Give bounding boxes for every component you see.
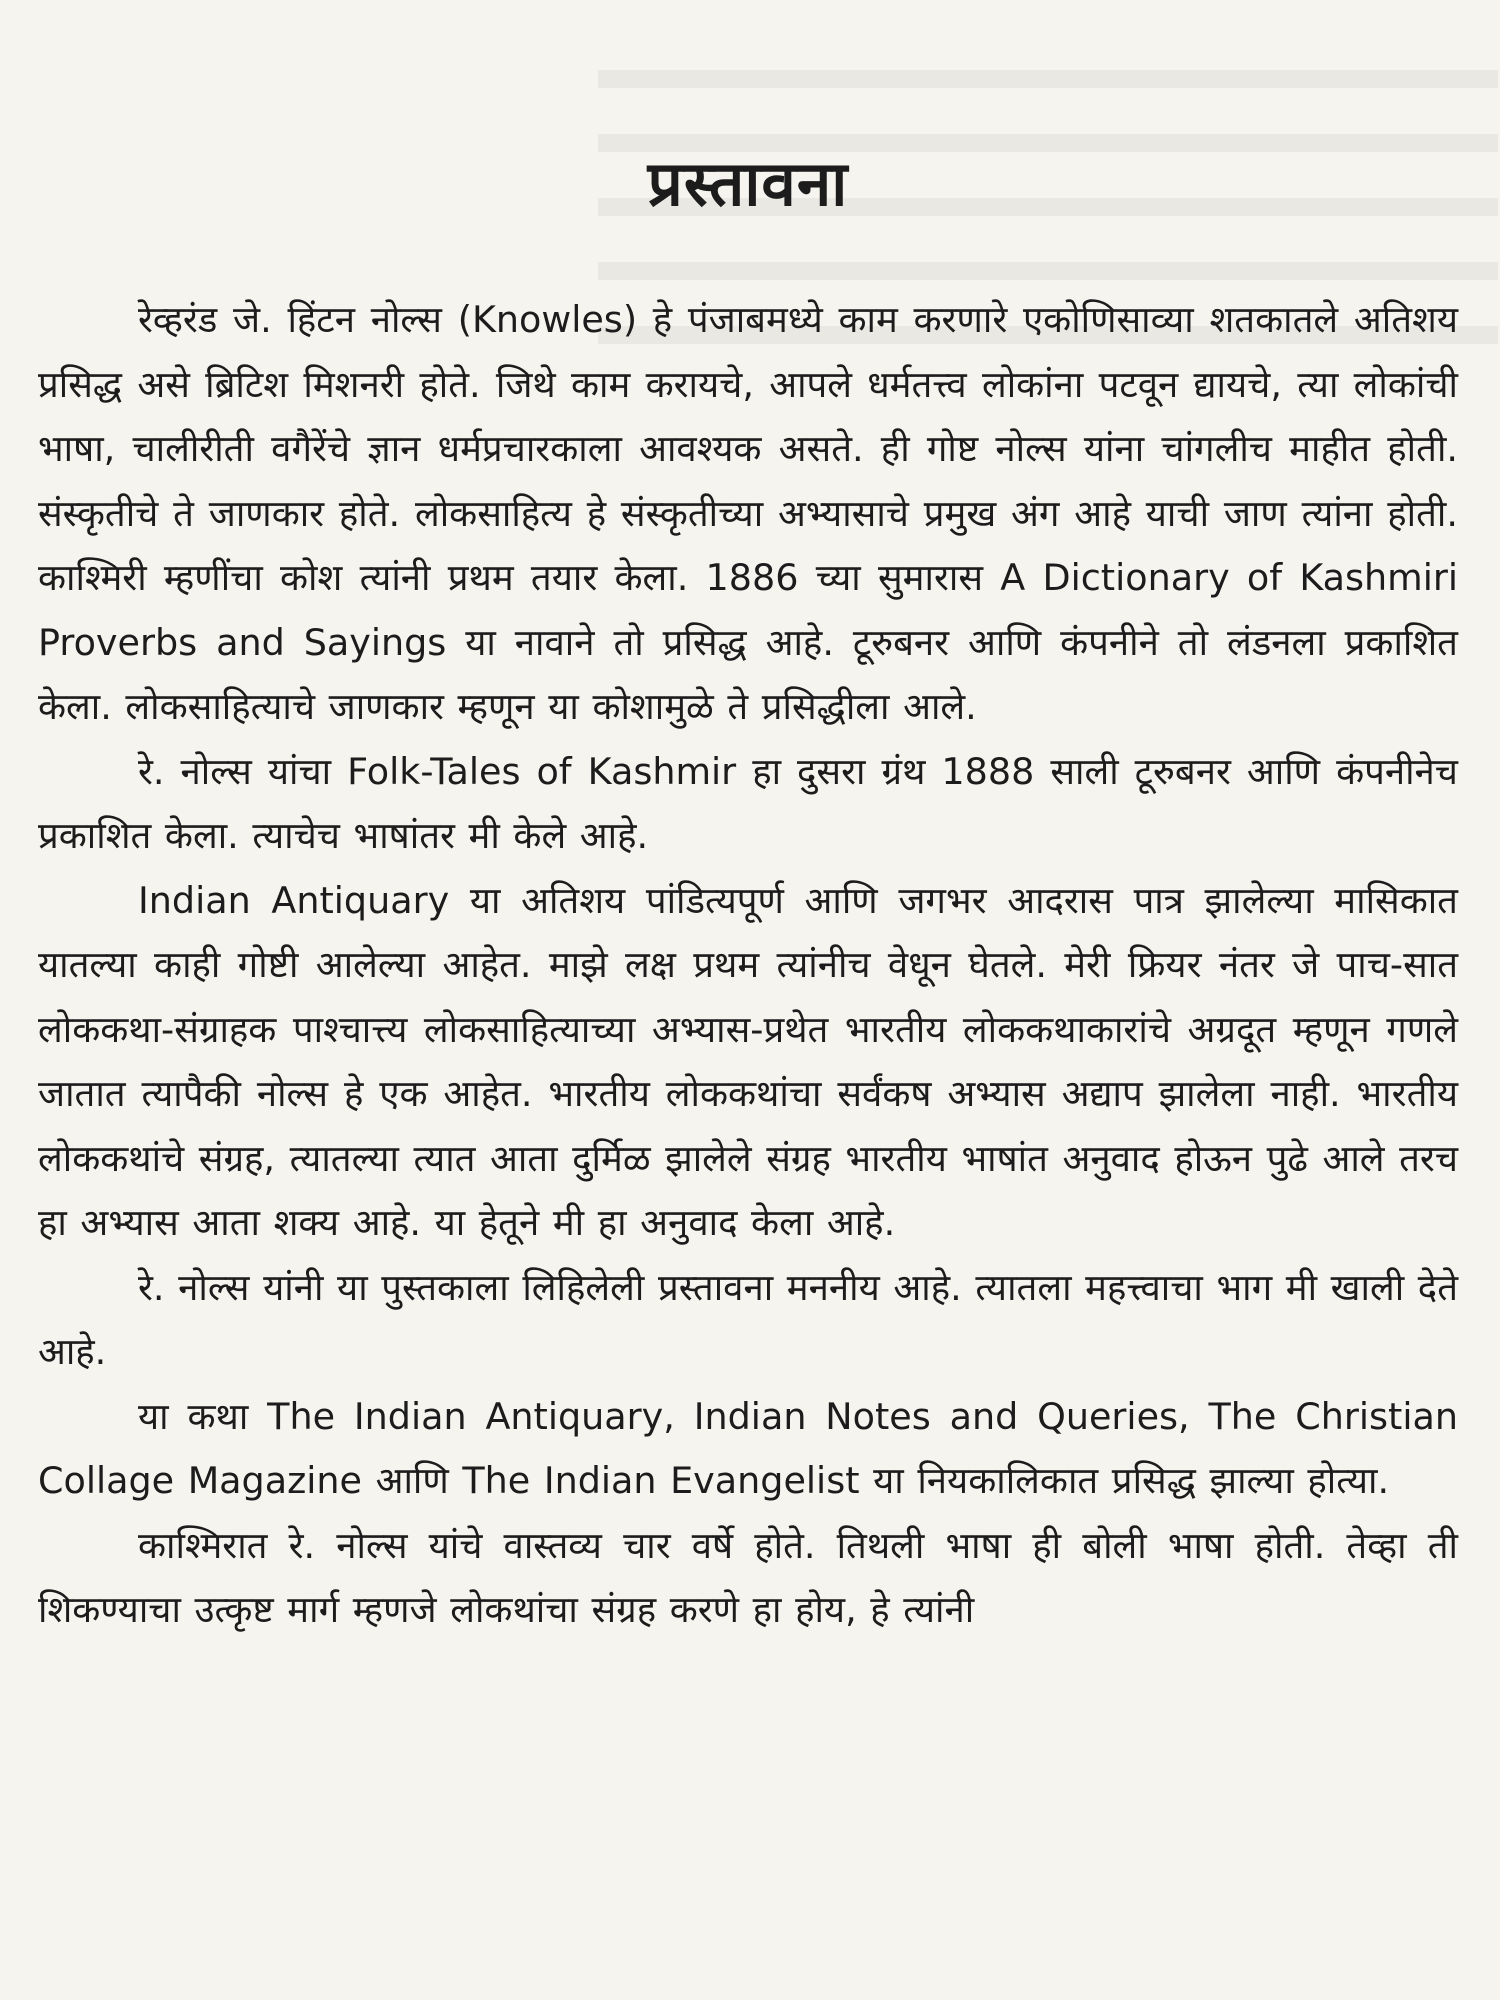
- book-page: [38, 0, 1458, 2000]
- page-title: प्रस्तावना: [647, 147, 849, 220]
- paragraph-4: रे. नोल्स यांनी या पुस्तकाला लिहिलेली प्रस्तावना मननीय आहे. त्यातला महत्त्वाचा भाग मी खाली देते आहे.: [38, 1265, 1458, 1373]
- paragraph-6: काश्मिरात रे. नोल्स यांचे वास्तव्य चार वर्षे होते. तिथली भाषा ही बोली भाषा होती. तेव्हा ती शिकण्याचा उत्कृष्ट मार्ग म्हणजे लोकथांचा संग्रह करणे हा होय, हे त्यांनी: [38, 1523, 1458, 1631]
- paragraph-5: या कथा The Indian Antiquary, Indian Notes and Queries, The Christian Collage Magazine आणि The Indian Evangelist या नियकालिकात प्रसिद्ध झाल्या होत्या.: [38, 1394, 1458, 1502]
- paragraph-1: रेव्हरंड जे. हिंटन नोल्स (Knowles) हे पंजाबमध्ये काम करणारे एकोणिसाव्या शतकातले अतिशय प्रसिद्ध असे ब्रिटिश मिशनरी होते. जिथे काम करायचे, आपले धर्मतत्त्व लोकांना पटवून द्यायचे, त्या लोकांची भाषा, चालीरीती वगैरेंचे ज्ञान धर्मप्रचारकाला आवश्यक असते. ही गोष्ट नोल्स यांना चांगलीच माहीत होती. संस्कृतीचे ते जाणकार होते. लोकसाहित्य हे संस्कृतीच्या अभ्यासाचे प्रमुख अंग आहे याची जाण त्यांना होती. काश्मिरी म्हणींचा कोश त्यांनी प्रथम तयार केला. 1886 च्या सुमारास A Dictionary of Kashmiri Proverbs and Sayings या नावाने तो प्रसिद्ध आहे. टूरुबनर आणि कंपनीने तो लंडनला प्रकाशित केला. लोकसाहित्याचे जाणकार म्हणून या कोशामुळे ते प्रसिद्धीला आले.: [38, 298, 1458, 728]
- paragraph-3: Indian Antiquary या अतिशय पांडित्यपूर्ण आणि जगभर आदरास पात्र झालेल्या मासिकात यातल्या काही गोष्टी आलेल्या आहेत. माझे लक्ष प्रथम त्यांनीच वेधून घेतले. मेरी फ्रियर नंतर जे पाच-सात लोककथा-संग्राहक पाश्चात्त्य लोकसाहित्याच्या अभ्यास-प्रथेत भारतीय लोककथाकारांचे अग्रदूत म्हणून गणले जातात त्यापैकी नोल्स हे एक आहेत. भारतीय लोककथांचा सर्वंकष अभ्यास अद्याप झालेला नाही. भारतीय लोककथांचे संग्रह, त्यातल्या त्यात आता दुर्मिळ झालेले संग्रह भारतीय भाषांत अनुवाद होऊन पुढे आले तरच हा अभ्यास आता शक्य आहे. या हेतूने मी हा अनुवाद केला आहे.: [38, 878, 1458, 1244]
- paragraph-2: रे. नोल्स यांचा Folk-Tales of Kashmir हा दुसरा ग्रंथ 1888 साली टूरुबनर आणि कंपनीनेच प्रकाशित केला. त्याचेच भाषांतर मी केले आहे.: [38, 749, 1458, 857]
- page-body: [38, 288, 1458, 1643]
